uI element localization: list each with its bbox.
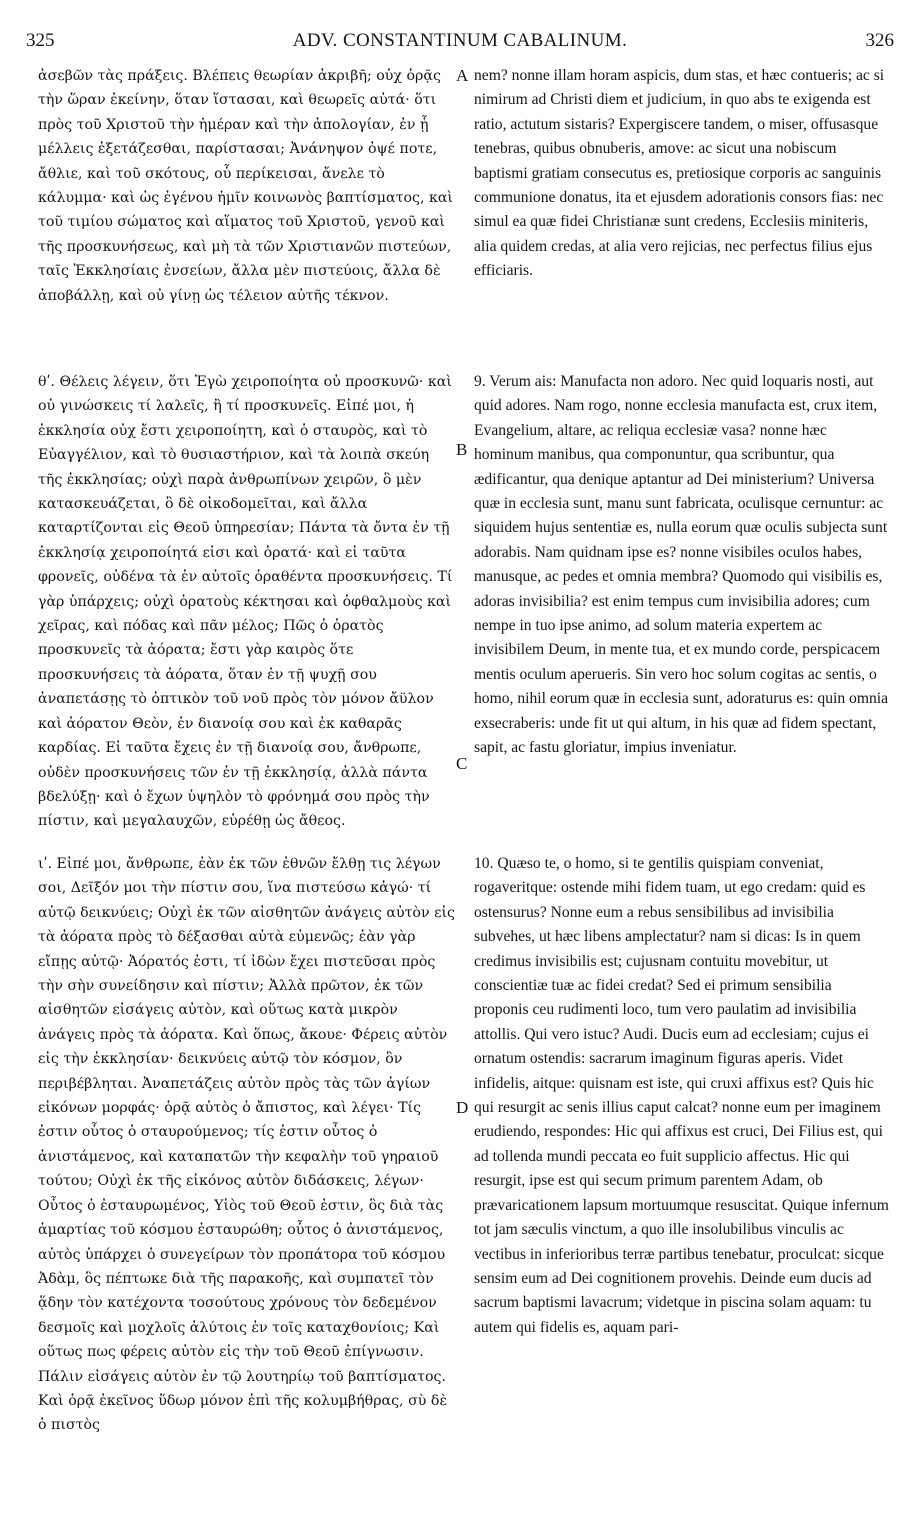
margin-marker-a: A [456,66,469,85]
latin-text-1: nem? nonne illam horam aspicis, dum stas, et hæc contueris; ac si nimirum ad Christi diem et judicium, in quo abs te exigenda est ratio, actutum sistaris? Expergiscere tandem, o miser, offusasque tenebras, quibus obnuberis, amove: ac sicut una nobiscum baptismi gratiam consecutus es, pretiosique corporis ac sanguinis communione donatus, ita et ejusdem adorationis consors fias: nec simul ea quæ fidei Christianæ sunt credens, Ecclesiis miniteris, alia quidem credas, at alia vero rejicias, nec perfectus filius ejus efficiaris. [474,67,885,280]
latin-text-3: 10. Quæso te, o homo, si te gentilis quispiam conveniat, rogaveritque: ostende mihi fidem tuam, ut ego credam: quid es ostensurus? Nonne eum a rebus sensibilibus ad invisibilia subvehes, ut hæc libens amplectatur? nam si dicas: Is in quem credimus invisibilis est; cujusnam contuitu movebitur, ut conscientiæ tuæ ac fidei credat? Sed ei primum sensibilia proponis ceu rudimenti loco, tum vero paulatim ad invisibilia attollis. Qui vero istuc? Audi. Ducis eum ad ecclesiam; cujus ei ornatum ostendis: sacrarum imaginum figuras aperis. Videt infidelis, aitque: quisnam est iste, qui cruxi affixus est? Quis hic qui resurgit ac senis illius caput calcat? nonne eum per imaginem erudiendo, respondes: Hic qui affixus est cruci, Dei Filius est, qui ad tollenda mundi peccata eo fuit supplicio affectus. Hic qui resurgit, ipse est qui secum primum parentem Adam, ob prævaricationem lapsum mortuumque resuscitat. Quique infernum tot jam sæculis vinctum, a quo ille insolubilibus vinculis ac vectibus in inferioribus terræ partibus tenebatur, proculcat: sicque sensim eum ad Dei cognitionem provehis. Deinde eum ducis ad sacrum baptismi lavacrum; videtque in piscina solam aquam: tu autem qui fidelis es, aquam pari- [474,855,889,1336]
greek-text-1: ἀσεβῶν τὰς πράξεις. Βλέπεις θεωρίαν ἀκριβῆ; οὐχ ὁρᾷς τὴν ὥραν ἐκείνην, ὅταν ἵστασαι, καὶ θεωρεῖς αὐτά· ὅτι πρὸς τοῦ Χριστοῦ τὴν ἡμέραν καὶ τὴν ἀπολογίαν, ἐν ᾗ μέλλεις ἐξετάζεσθαι, παρίστασαι; Ἀνάνηψον ὀψέ ποτε, ἄθλιε, καὶ τοῦ σκότους, οὗ περίκεισαι, ἄνελε τὸ κάλυμμα· καὶ ὡς ἐγένου ἡμῖν κοινωνὸς βαπτίσματος, καὶ τοῦ τιμίου σώματος καὶ αἵματος τοῦ Χριστοῦ, γενοῦ καὶ τῆς προσκυνήσεως, καὶ μὴ τὰ τῶν Χριστιανῶν πιστεύων, ταῖς Ἐκκλησίαις ἐνσείων, ἄλλα μὲν πιστεύοις, ἄλλα δὲ ἀποβάλλῃ, καὶ οὐ γίνῃ ὡς τέλειον αὐτῆς τέκνον. [38,68,453,304]
greek-paragraph-1 [38,64,456,308]
greek-paragraph-3 [38,852,456,1438]
greek-text-3: ιʹ. Εἰπέ μοι, ἄνθρωπε, ἐὰν ἐκ τῶν ἐθνῶν ἔλθῃ τις λέγων σοι, Δεῖξόν μοι τὴν πίστιν σου, ἵνα πιστεύσω κἀγώ· τί αὐτῷ δεικνύεις; Οὐχὶ ἐκ τῶν αἰσθητῶν ἀνάγεις αὐτὸν εἰς τὰ ἀόρατα πρὸς τὸ δέξασθαι αὐτὰ εὐμενῶς; ἐὰν γὰρ εἴπῃς αὐτῷ· Ἀόρατός ἐστι, τί ἰδὼν ἔχει πιστεῦσαι πρὸς τὴν σὴν συνείδησιν καὶ πίστιν; Ἀλλὰ πρῶτον, ἐκ τῶν αἰσθητῶν εἰσάγεις αὐτὸν, καὶ οὕτως κατὰ μικρὸν ἀνάγεις πρὸς τὰ ἀόρατα. Καὶ ὅπως, ἄκουε· Φέρεις αὐτὸν εἰς τὴν ἐκκλησίαν· δεικνύεις αὐτῷ τὸν κόσμον, ὃν περιβέβληται. Ἀναπετάζεις αὐτὸν πρὸς τὰς τῶν ἁγίων εἰκόνων μορφάς· ὁρᾷ αὐτὸς ὁ ἄπιστος, καὶ λέγει· Τίς ἐστιν οὗτος ὁ σταυρούμενος; τίς ἐστιν οὗτος ὁ ἀνιστάμενος, καὶ καταπατῶν τὴν κεφαλὴν τοῦ γηραιοῦ τούτου; Οὐχὶ ἐκ τῆς εἰκόνος αὐτὸν διδάσκεις, λέγων· Οὗτος ὁ ἐσταυρωμένος, Υἱὸς τοῦ Θεοῦ ἐστιν, ὃς διὰ τὰς ἁμαρτίας τοῦ κόσμου ἐσταυρώθη; οὗτος ὁ ἀνιστάμενος, αὐτὸς ὑπάρχει ὁ συνεγείρων τὸν προπάτορα τοῦ κόσμου Ἀδὰμ, ὃς πέπτωκε διὰ τῆς παρακοῆς, καὶ συμπατεῖ τὸν ᾅδην τὸν κατέχοντα τοσούτους χρόνους τὸν δεδεμένον δεσμοῖς καὶ μοχλοῖς ἀλύτοις ἐν τοῖς καταχθονίοις; Καὶ οὕτως πως φέρεις αὐτὸν εἰς τὴν τοῦ Θεοῦ ἐπίγνωσιν. Πάλιν εἰσάγεις αὐτὸν ἐν τῷ λουτηρίῳ τοῦ βαπτίσματος. Καὶ ὁρᾷ ἐκεῖνος ὕδωρ μόνον ἐπὶ τῆς κολυμβήθρας, σὺ δὲ ὁ πιστὸς [38,856,455,1434]
running-header [26,30,894,56]
left-page-number: 325 [26,30,55,51]
greek-paragraph-2 [38,370,456,834]
latin-text-2: 9. Verum ais: Manufacta non adoro. Nec quid loquaris nosti, aut quid adores. Nam rogo, nonne ecclesia manufacta est, crux item, Evangelium, altare, ac reliqua ecclesiæ vasa? nonne hæc hominum manibus, qua componuntur, qua scribuntur, qua ædificantur, qua denique aptantur ad Dei ministerium? Universa quæ in ecclesia sunt, manu sunt fabricata, oculisque cernuntur: ac siquidem hujus sententiæ es, nulla eorum quæ oculis subjecta sunt adorabis. Nam quidnam ipse es? nonne visibiles oculos habes, manusque, ac pedes et omnia membra? Quomodo qui visibilis es, adoras invisibilia? est enim tempus cum invisibilia adores; cum nempe in tuo ipse animo, ad solum materia expertem ac invisibilem Deum, in mente tua, et ex mundo corde, perspicacem mentis oculum aperueris. Sin vero hoc solum cogitas ac sentis, o homo, nihil eorum quæ in ecclesia sunt, adoraturus es: quin omnia exsecraberis: unde fit ut qui altum, in his quæ ad fidem spectant, sapit, ac fastu gloriatur, impius inveniatur. [474,373,889,757]
latin-paragraph-3 [474,852,890,1340]
latin-paragraph-2 [474,370,890,761]
margin-marker-d: D [456,1098,469,1117]
latin-paragraph-1 [474,64,890,284]
running-title: ADV. CONSTANTINUM CABALINUM. [292,30,628,51]
margin-marker-c: C [456,754,468,773]
greek-text-2: θʹ. Θέλεις λέγειν, ὅτι Ἐγὼ χειροποίητα οὐ προσκυνῶ· καὶ οὐ γινώσκεις τί λαλεῖς, ἢ τί προσκυνεῖς. Εἰπέ μοι, ἡ ἐκκλησία οὐχ ἔστι χειροποίητη, καὶ ὁ σταυρὸς, καὶ τὸ Εὐαγγέλιον, καὶ τὸ θυσιαστήριον, καὶ τὰ λοιπὰ σκεύη τῆς ἐκκλησίας; οὐχὶ παρὰ ἀνθρωπίνων χειρῶν, ὃ μὲν κατασκευάζεται, ὃ δὲ οἰκοδομεῖται, καὶ ἄλλα καταρτίζονται εἰς Θεοῦ ὑπηρεσίαν; Πάντα τὰ ὄντα ἐν τῇ ἐκκλησίᾳ χειροποίητά εἰσι καὶ ὁρατά· καὶ εἰ ταῦτα φρονεῖς, οὐδένα τὰ ἐν αὐτοῖς ὁραθέντα προσκυνήσεις. Τί γὰρ ὑπάρχεις; οὐχὶ ὁρατοὺς κέκτησαι καὶ ὀφθαλμοὺς καὶ χεῖρας, καὶ πόδας καὶ πᾶν μέλος; Πῶς ὁ ὁρατὸς προσκυνεῖς τὰ ἀόρατα; ἔστι γὰρ καιρὸς ὅτε προσκυνήσεις τὰ ἀόρατα, ὅταν ἐν τῇ ψυχῇ σου ἀναπετάσῃς τὸ ὀπτικὸν τοῦ νοῦ πρὸς τὸν μόνον ἄϋλον καὶ ἀόρατον Θεὸν, ἐν διανοίᾳ σου καὶ ἐκ καθαρᾶς καρδίας. Εἰ ταῦτα ἔχεις ἐν τῇ διανοίᾳ σου, ἄνθρωπε, οὐδὲν προσκυνήσεις τῶν ἐν τῇ ἐκκλησίᾳ, ἀλλὰ πάντα βδελύξῃ· καὶ ὁ ἔχων ὑψηλὸν τὸ φρόνημά σου πρὸς τὴν πίστιν, καὶ μεγαλαυχῶν, εὑρέθῃ ὡς ἄθεος. [38,374,453,830]
right-page-number: 326 [865,30,894,51]
margin-marker-b: B [456,440,468,459]
